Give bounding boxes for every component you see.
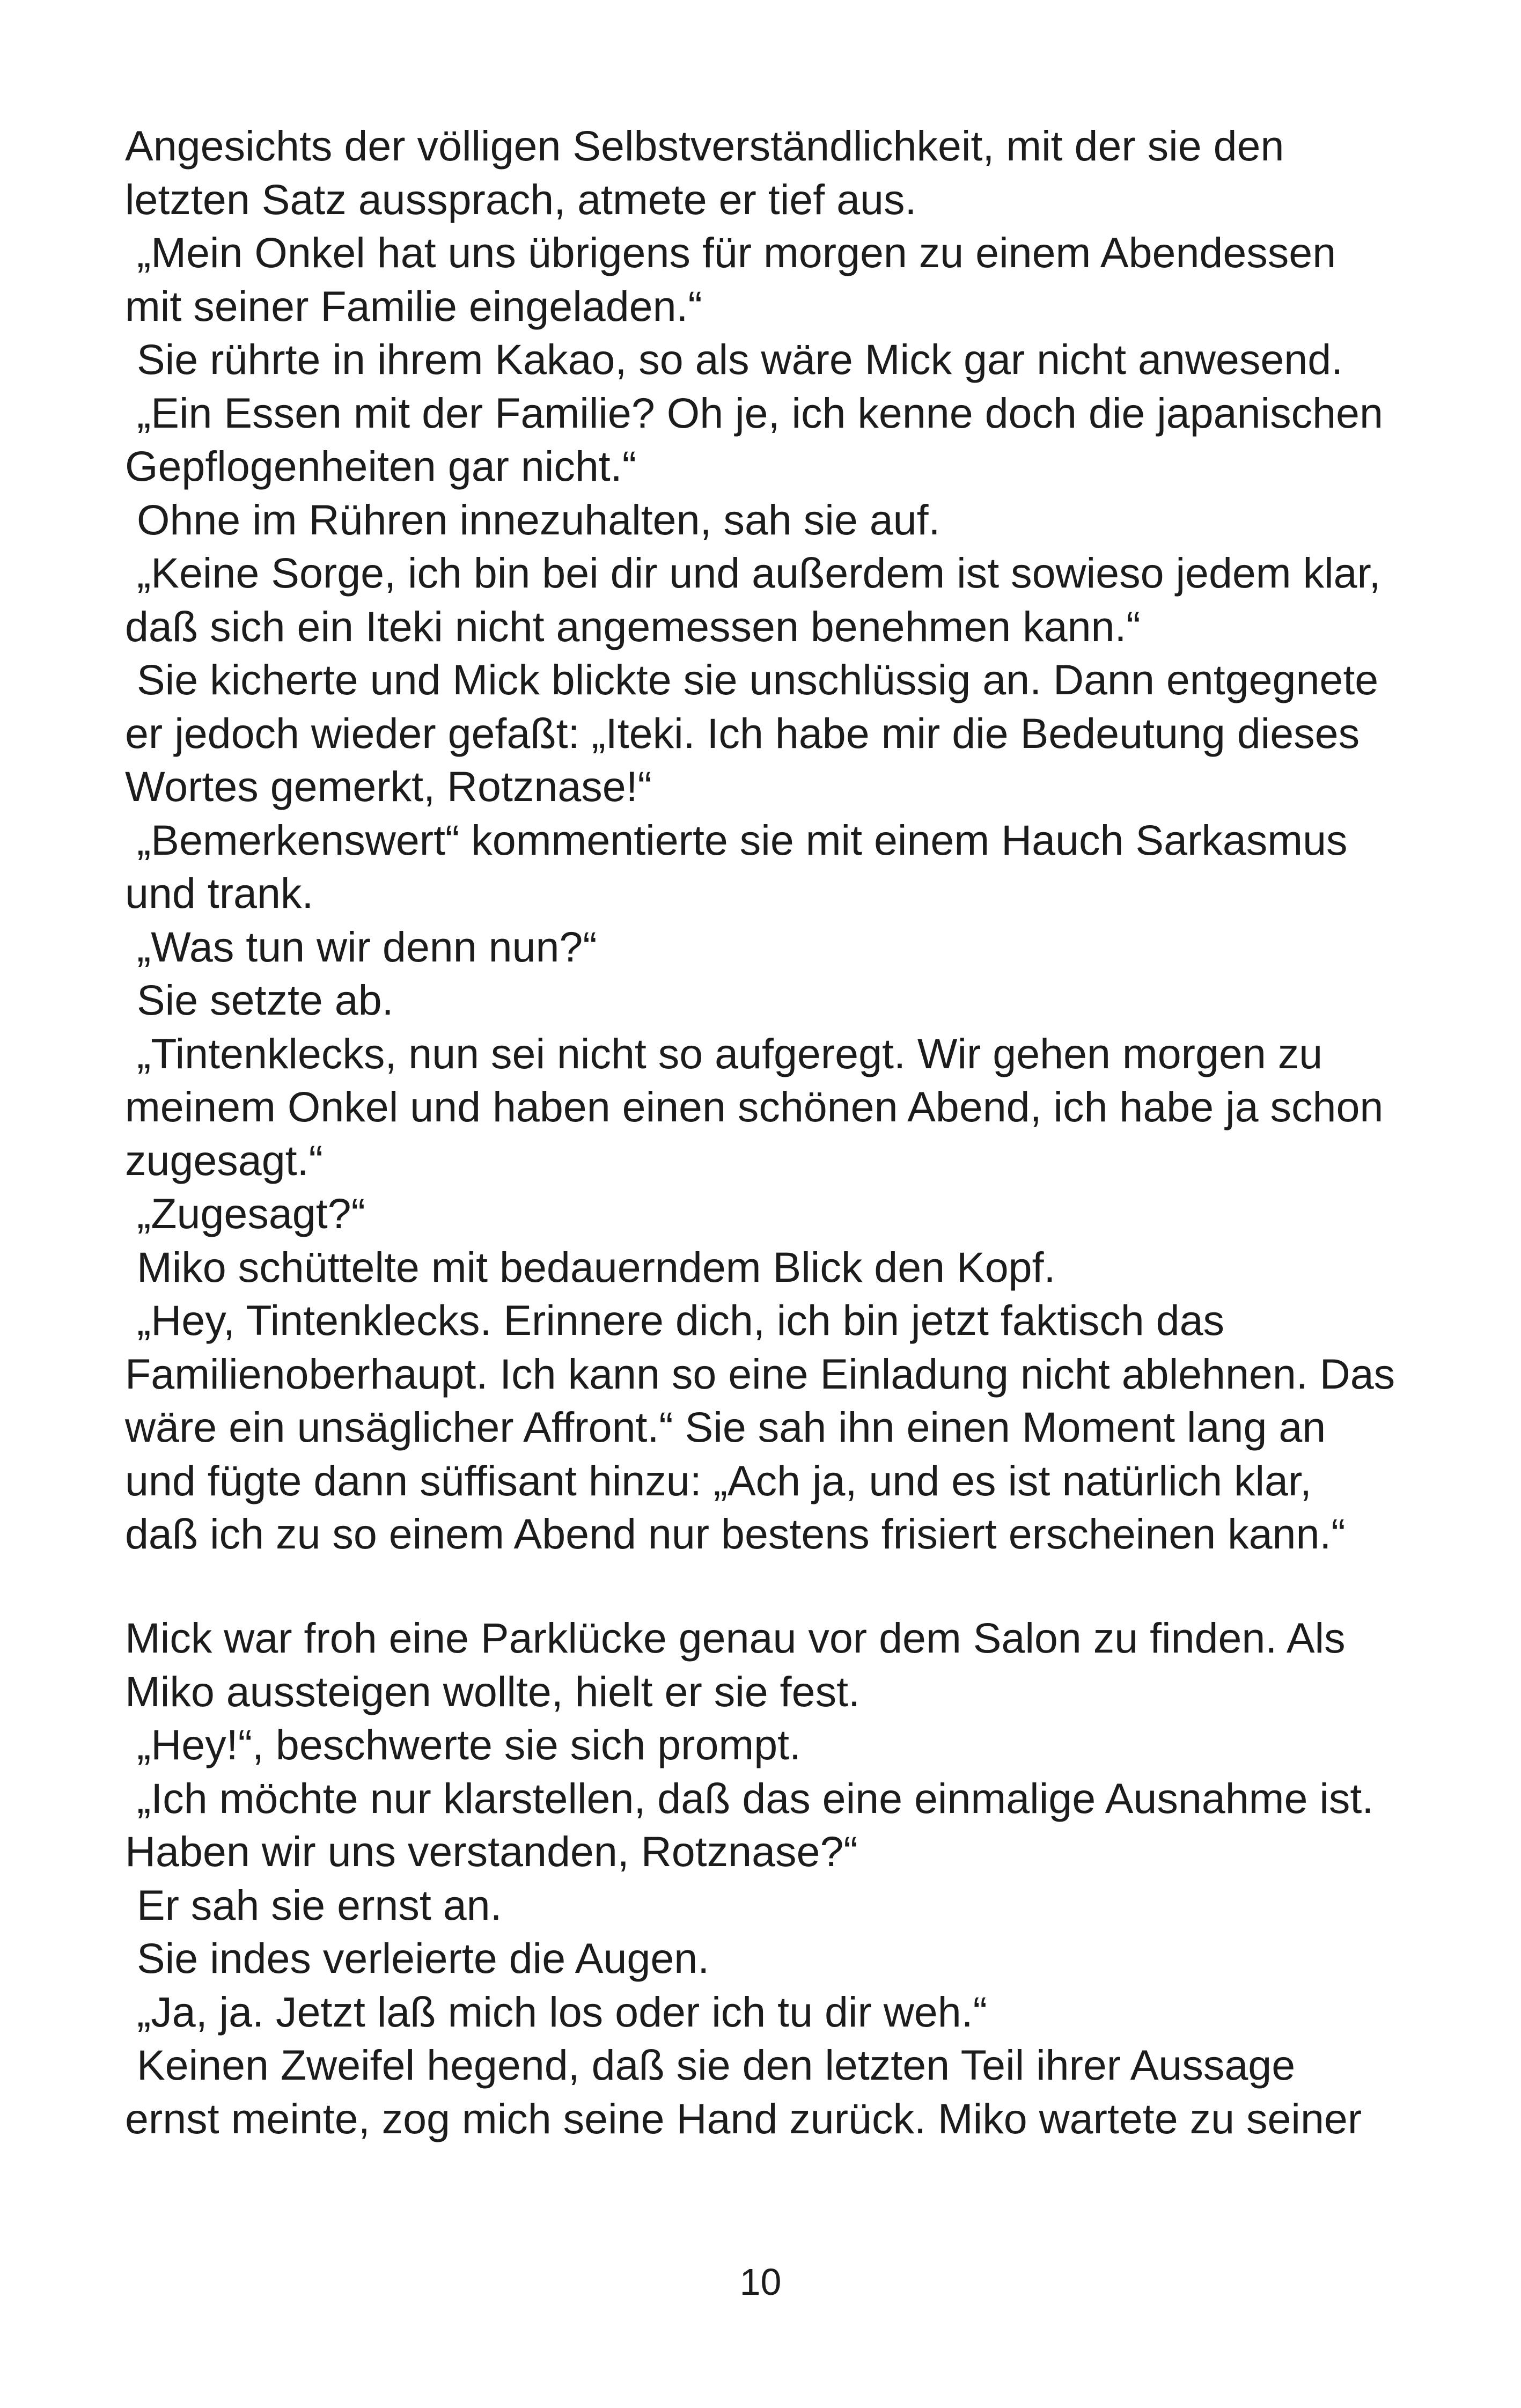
page-number: 10 [739, 2261, 782, 2303]
text-line: Wortes gemerkt, Rotznase!“ [125, 762, 652, 810]
text-line: Gepflogenheiten gar nicht.“ [125, 442, 637, 490]
text-line: „Mein Onkel hat uns übrigens für morgen zu einem Abendessen [125, 229, 1336, 276]
text-line: daß sich ein Iteki nicht angemessen benehmen kann.“ [125, 602, 1141, 650]
text-line: „Ja, ja. Jetzt laß mich los oder ich tu dir weh.“ [125, 1987, 987, 2036]
text-line: meinem Onkel und haben einen schönen Abend, ich habe ja schon [125, 1083, 1384, 1130]
text-line: Er sah sie ernst an. [125, 1881, 502, 1929]
text-line: mit seiner Familie eingeladen.“ [125, 282, 702, 330]
text-line: Ohne im Rühren innezuhalten, sah sie auf. [125, 495, 940, 544]
text-line: „Ich möchte nur klarstellen, daß das eine einmalige Ausnahme ist. [125, 1774, 1374, 1822]
text-line: Sie indes verleierte die Augen. [125, 1934, 710, 1982]
text-line: Mick war froh eine Parklücke genau vor dem Salon zu finden. Als [125, 1614, 1346, 1662]
text-line: Angesichts der völligen Selbstverständlichkeit, mit der sie den [125, 122, 1284, 170]
text-line: „Ein Essen mit der Familie? Oh je, ich kenne doch die japanischen [125, 388, 1383, 437]
text-line: „Zugesagt?“ [125, 1190, 365, 1237]
text-block-2 [125, 1611, 1413, 2145]
text-line: daß ich zu so einem Abend nur bestens frisiert erscheinen kann.“ [125, 1510, 1346, 1558]
text-line: ernst meinte, zog mich seine Hand zurück. Miko wartete zu seiner [125, 2094, 1362, 2142]
text-block-1 [125, 119, 1413, 1561]
text-line: „Bemerkenswert“ kommentierte sie mit einem Hauch Sarkasmus [125, 816, 1348, 864]
text-line: und fügte dann süffisant hinzu: „Ach ja, und es ist natürlich klar, [125, 1456, 1312, 1504]
text-line: Keinen Zweifel hegend, daß sie den letzten Teil ihrer Aussage [125, 2041, 1296, 2089]
text-line: Sie kicherte und Mick blickte sie unschlüssig an. Dann entgegnete [125, 656, 1379, 703]
text-line: „Tintenklecks, nun sei nicht so aufgeregt. Wir gehen morgen zu [125, 1029, 1323, 1077]
text-line: Haben wir uns verstanden, Rotznase?“ [125, 1827, 858, 1875]
text-line: Miko schüttelte mit bedauerndem Blick den Kopf. [125, 1243, 1056, 1291]
text-line: zugesagt.“ [125, 1136, 323, 1184]
text-line: und trank. [125, 869, 314, 917]
text-line: „Hey!“, beschwerte sie sich prompt. [125, 1721, 802, 1768]
text-line: Sie rührte in ihrem Kakao, so als wäre Mick gar nicht anwesend. [125, 335, 1343, 383]
text-line: „Was tun wir denn nun?“ [125, 922, 597, 971]
text-line: Miko aussteigen wollte, hielt er sie fest. [125, 1667, 860, 1715]
text-line: wäre ein unsäglicher Affront.“ Sie sah ihn einen Moment lang an [125, 1403, 1326, 1451]
text-line: Familienoberhaupt. Ich kann so eine Einladung nicht ablehnen. Das [125, 1349, 1395, 1398]
text-line: „Keine Sorge, ich bin bei dir und außerdem ist sowieso jedem klar, [125, 549, 1381, 597]
text-line: er jedoch wieder gefaßt: „Iteki. Ich habe mir die Bedeutung dieses [125, 709, 1360, 757]
text-line: Sie setzte ab. [125, 976, 394, 1024]
text-line: letzten Satz aussprach, atmete er tief aus. [125, 175, 917, 223]
text-line: „Hey, Tintenklecks. Erinnere dich, ich bin jetzt faktisch das [125, 1296, 1225, 1344]
